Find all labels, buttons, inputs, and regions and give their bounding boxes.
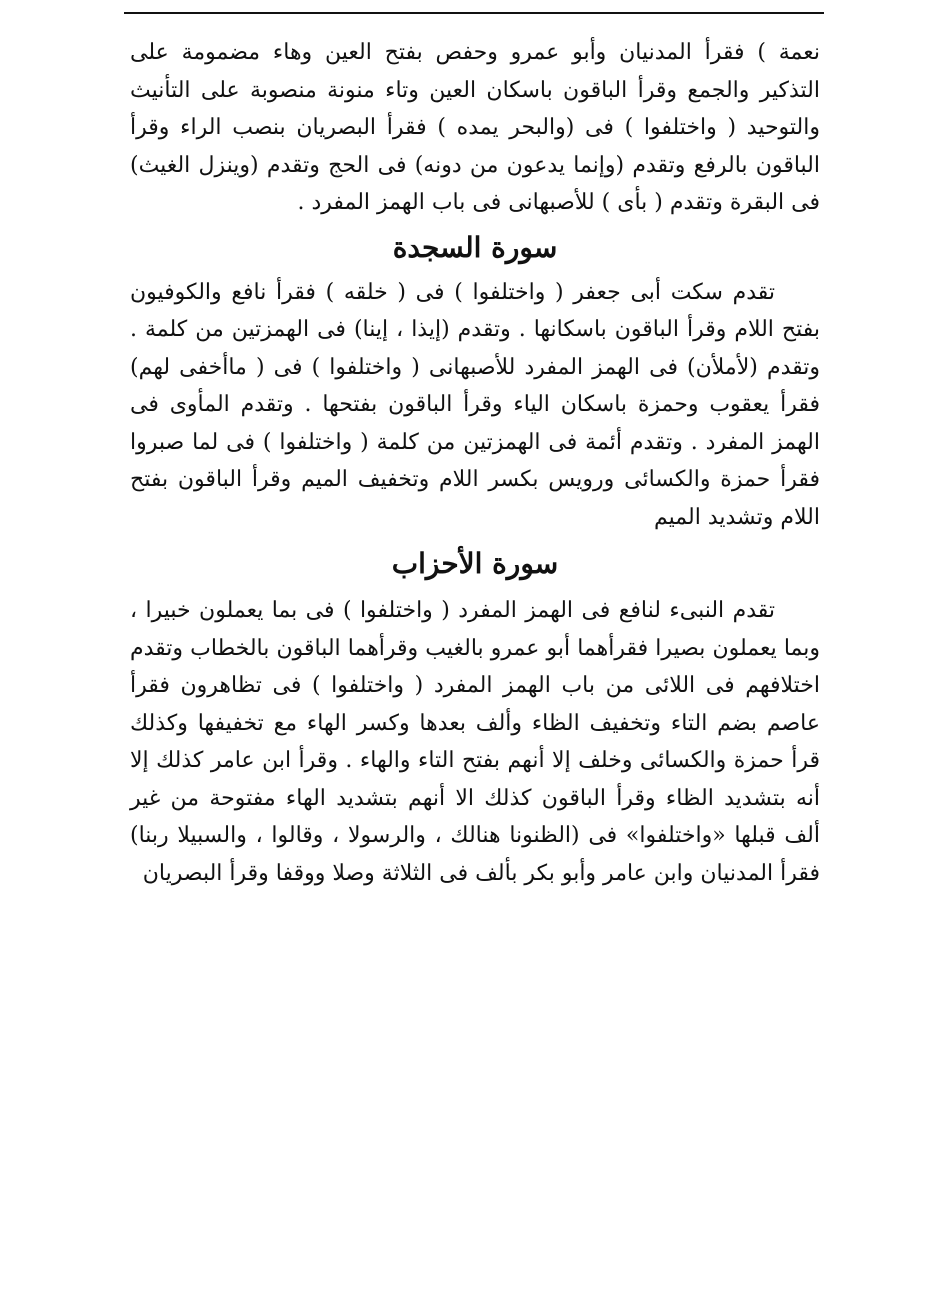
heading-surat-al-sajda: سورة السجدة: [392, 230, 558, 264]
paragraph-sajda: تقدم سكت أبى جعفر ( واختلفوا ) فى ( خلقه ) فقرأ نافع والكوفيون بفتح اللام وقرأ الباقون باسكانها . وتقدم (إيذا ، إينا) فى الهمزتين من كلمة . وتقدم (لأملأن) فى الهمز المفرد للأصبهانى ( واختلفوا ) فى ( ماأخفى لهم) فقرأ يعقوب وحمزة باسكان الياء وقرأ الباقون بفتحها . وتقدم المأوى فى الهمز المفرد . وتقدم أئمة فى الهمزتين من كلمة ( واختلفوا ) فى لما صبروا فقرأ حمزة والكسائى ورويس بكسر اللام وتخفيف الميم وقرأ الباقون بفتح اللام وتشديد الميم: [130, 279, 820, 530]
page-body: [130, 34, 820, 892]
header-rule: [124, 12, 824, 14]
paragraph-luqman-end: نعمة ) فقرأ المدنيان وأبو عمرو وحفص بفتح العين وهاء مضمومة على التذكير والجمع وقرأ الباقون باسكان العين وتاء منونة منصوبة على التأنيث والتوحيد ( واختلفوا ) فى (والبحر يمده ) فقرأ البصريان بنصب الراء وقرأ الباقون بالرفع وتقدم (وإنما يدعون من دونه) فى الحج وتقدم (وينزل الغيث) فى البقرة وتقدم ( بأى ) للأصبهانى فى باب الهمز المفرد .: [130, 40, 821, 215]
paragraph-ahzab: تقدم النبىء لنافع فى الهمز المفرد ( واختلفوا ) فى بما يعملون خبيرا ، وبما يعملون بصيرا فقرأهما أبو عمرو بالغيب وقرأهما الباقون بالخطاب وتقدم اختلافهم فى اللائى من باب الهمز المفرد ( واختلفوا ) فى تظاهرون فقرأ عاصم بضم التاء وتخفيف الظاء وألف بعدها وكسر الهاء مع تخفيفها وكذلك قرأ حمزة والكسائى وخلف إلا أنهم بفتح التاء والهاء . وقرأ ابن عامر كذلك إلا أنه بتشديد الظاء وقرأ الباقون كذلك الا أنهم بتشديد الهاء مفتوحة من غير ألف قبلها «واختلفوا» فى (الظنونا هنالك ، والرسولا ، وقالوا ، والسبيلا ربنا) فقرأ المدنيان وابن عامر وأبو بكر بألف فى الثلاثة وصلا ووقفا وقرأ البصريان: [130, 598, 820, 886]
running-head: [124, 0, 824, 10]
heading-surat-al-ahzab: سورة الأحزاب: [391, 547, 559, 580]
